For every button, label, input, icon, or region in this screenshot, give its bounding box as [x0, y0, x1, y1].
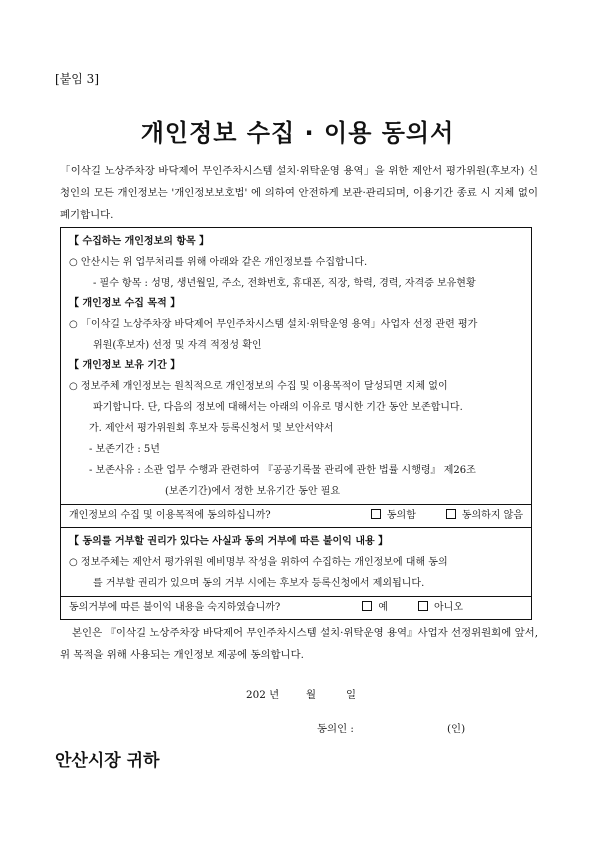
section-text: 파기합니다. 단, 다음의 정보에 대해서는 아래의 이유로 명시한 기간 동안 보존합니다.: [93, 402, 463, 413]
checkbox-agree[interactable]: [371, 509, 381, 519]
closing-paragraph: [60, 622, 538, 666]
consent-row-refusal: [61, 596, 531, 619]
agree-label: 동의함: [386, 510, 416, 521]
section-text: - 보존기간 : 5년: [89, 444, 160, 455]
checkbox-no[interactable]: [418, 601, 428, 611]
section-text: 가. 제안서 평가위원회 후보자 등록신청서 및 보안서약서: [89, 423, 334, 434]
checkbox-yes[interactable]: [362, 601, 372, 611]
date-year: 202 년: [246, 689, 280, 701]
section-text: - 필수 항목 : 성명, 생년월일, 주소, 전화번호, 휴대폰, 직장, 학력, 경력, 자격증 보유현황: [93, 278, 476, 289]
disagree-option[interactable]: [446, 505, 523, 527]
consent-question: 동의거부에 따른 불이익 내용을 숙지하였습니까?: [69, 602, 281, 613]
section-text: - 보존사유 : 소관 업무 수행과 관련하여 『공공기록물 관리에 관한 법률 시행령』 제26조: [89, 465, 476, 476]
checkbox-disagree[interactable]: [446, 509, 456, 519]
section-heading: 【 개인정보 수집 목적 】: [69, 298, 181, 309]
agree-option[interactable]: [371, 505, 416, 527]
no-label: 아니오: [434, 602, 463, 613]
intro-text: 「이삭길 노상주차장 바닥제어 무인주차시스템 설치·위탁운영 용역」을 위한 제안서 평가위원(후보자) 신청인의 모든 개인정보는 '개인정보보호법' 에 의하여 안전하게 보관·관리되며, 이용기간 종료 시 지체 없이 폐기합니다.: [60, 165, 538, 221]
yes-option[interactable]: [362, 597, 388, 619]
disagree-label: 동의하지 않음: [461, 510, 523, 521]
addressee: 안산시장 귀하: [55, 751, 160, 771]
no-option[interactable]: [418, 597, 463, 619]
section-text: (보존기간)에서 정한 보유기간 동안 필요: [165, 486, 341, 497]
signer-label: 동의인 :: [317, 723, 354, 735]
section-heading: 【 동의를 거부할 권리가 있다는 사실과 동의 거부에 따른 불이익 내용 】: [69, 536, 389, 547]
section-text: ○ 정보주체 개인정보는 원칙적으로 개인정보의 수집 및 이용목적이 달성되면 지체 없이: [69, 381, 448, 392]
seal-mark: (인): [447, 723, 466, 735]
consent-question: 개인정보의 수집 및 이용목적에 동의하십니까?: [69, 510, 271, 521]
consent-form-box: [60, 227, 532, 620]
section-refusal-right: [61, 527, 531, 596]
yes-label: 예: [378, 602, 389, 613]
consent-row-purpose: [61, 504, 531, 527]
intro-paragraph: [60, 160, 538, 226]
section-collected-items: [61, 228, 531, 504]
date-month: 월: [306, 689, 317, 701]
section-heading: 【 개인정보 보유 기간 】: [69, 360, 181, 371]
section-text: ○ 정보주체는 제안서 평가위원 예비명부 작성을 위하여 수집하는 개인정보에 대해 동의: [69, 557, 448, 568]
closing-text: 본인은 『이삭길 노상주차장 바닥제어 무인주차시스템 설치·위탁운영 용역』사업자 선정위원회에 앞서, 위 목적을 위해 사용되는 개인정보 제공에 동의합니다.: [60, 627, 538, 661]
document-title: 개인정보 수집 · 이용 동의서: [140, 119, 455, 147]
date-day: 일: [346, 689, 357, 701]
attachment-label: [붙임 3]: [55, 72, 99, 86]
section-text: ○ 「이삭길 노상주차장 바닥제어 무인주차시스템 설치·위탁운영 용역」사업자 선정 관련 평가: [69, 319, 478, 330]
section-text: 를 거부할 권리가 있으며 동의 거부 시에는 후보자 등록신청에서 제외됩니다.: [93, 578, 425, 589]
section-heading: 【 수집하는 개인정보의 항목 】: [69, 236, 210, 247]
section-text: ○ 안산시는 위 업무처리를 위해 아래와 같은 개인정보를 수집합니다.: [69, 257, 368, 268]
section-text: 위원(후보자) 선정 및 자격 적정성 확인: [93, 340, 262, 351]
